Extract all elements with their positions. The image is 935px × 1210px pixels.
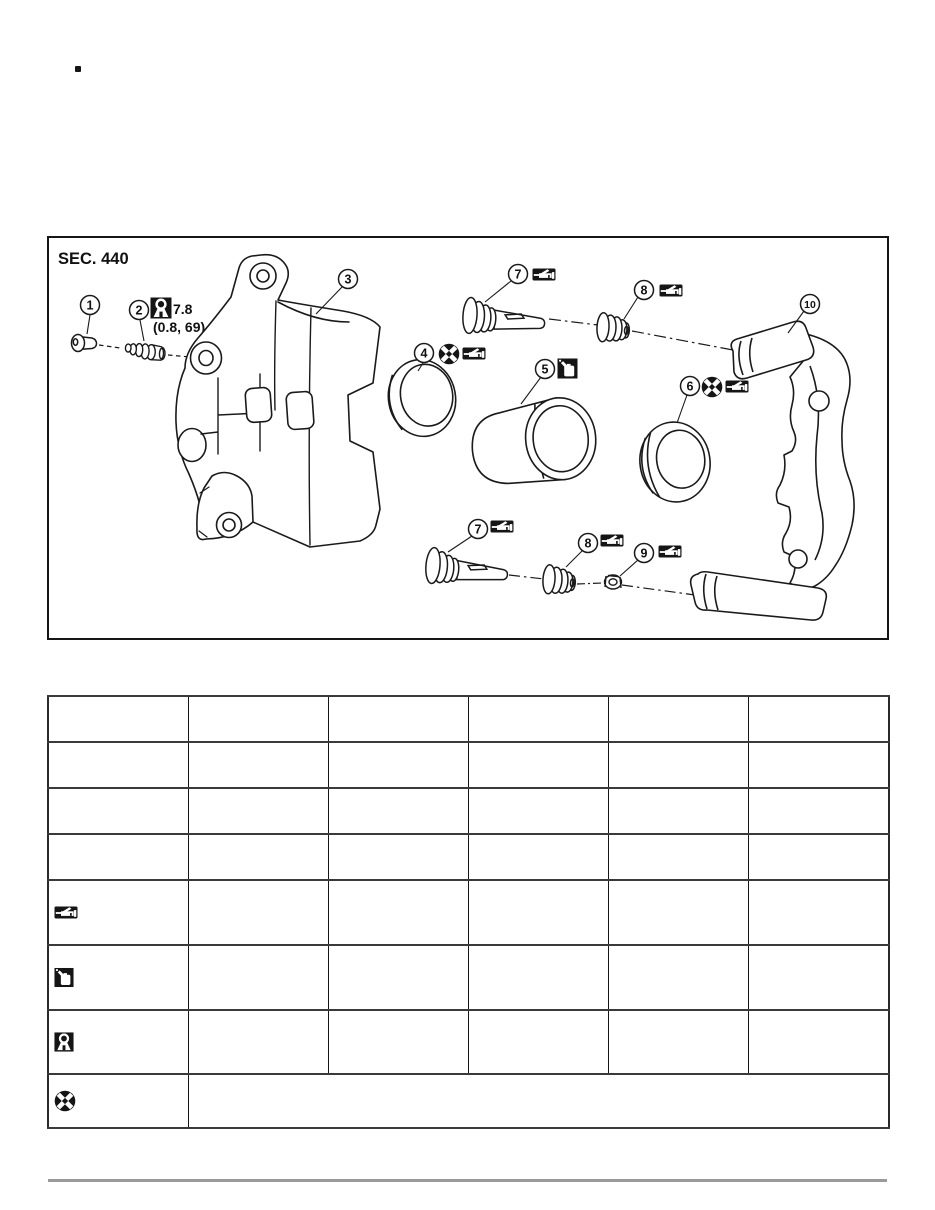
callout-7-bottom (469, 520, 488, 539)
table-row (48, 834, 889, 880)
callout-3 (339, 270, 358, 289)
table-cell (188, 696, 328, 742)
grease-icon (533, 269, 556, 281)
svg-text:6: 6 (686, 379, 694, 394)
table-row-torque-legend (48, 1010, 889, 1074)
table-cell (748, 696, 889, 742)
table-cell (328, 945, 468, 1010)
table-row-brake-fluid-legend (48, 945, 889, 1010)
bleeder-cap-part (72, 335, 97, 352)
table-cell (188, 1010, 328, 1074)
callout-7-top (509, 265, 528, 284)
legend-table (47, 695, 890, 1129)
table-row (48, 696, 889, 742)
table-row (48, 788, 889, 834)
table-cell (748, 1010, 889, 1074)
torque-wrench-icon (151, 298, 172, 319)
do-not-reuse-icon (54, 1090, 76, 1112)
table-cell (748, 788, 889, 834)
torque-alt-units: (0.8, 69) (153, 319, 206, 335)
table-cell (188, 880, 328, 945)
table-cell (48, 788, 188, 834)
svg-text:8: 8 (640, 283, 648, 298)
table-cell (468, 788, 608, 834)
bleeder-valve-part (125, 343, 166, 361)
table-cell (48, 945, 188, 1010)
table-cell (48, 1074, 188, 1128)
grease-icon (660, 285, 683, 297)
table-cell (748, 834, 889, 880)
svg-text:5: 5 (541, 362, 549, 377)
table-row-grease-legend (48, 880, 889, 945)
section-label: SEC. 440 (58, 250, 129, 268)
grease-icon (659, 546, 682, 558)
grease-icon (463, 348, 486, 360)
callout-9 (635, 544, 654, 563)
grease-icon (491, 521, 514, 533)
table-cell (188, 742, 328, 788)
table-cell-merged (188, 1074, 889, 1128)
footer-rule (48, 1179, 887, 1182)
table-cell (608, 834, 748, 880)
table-row (48, 742, 889, 788)
sliding-pin-bottom-part (424, 547, 509, 590)
piston-part (468, 394, 600, 489)
torque-member-part (691, 321, 854, 620)
grease-icon (54, 906, 78, 919)
pin-bushing-part (605, 575, 622, 589)
callout-8-top (635, 281, 654, 300)
table-cell (188, 788, 328, 834)
table-cell (48, 1010, 188, 1074)
callout-1 (81, 296, 100, 315)
table-cell (328, 788, 468, 834)
exploded-diagram-panel (47, 236, 889, 640)
torque-value: 7.8 (173, 301, 193, 317)
table-cell (608, 880, 748, 945)
svg-text:10: 10 (804, 299, 816, 311)
piston-seal-part (382, 354, 461, 441)
callout-4 (415, 344, 434, 363)
brake-fluid-icon (54, 967, 74, 988)
table-cell (188, 945, 328, 1010)
table-cell (748, 742, 889, 788)
callout-10 (801, 295, 820, 314)
table-cell (468, 742, 608, 788)
table-cell (608, 696, 748, 742)
table-cell (328, 880, 468, 945)
svg-text:1: 1 (86, 298, 94, 313)
svg-text:7: 7 (514, 267, 522, 282)
table-cell (608, 788, 748, 834)
table-cell (608, 742, 748, 788)
table-cell (48, 880, 188, 945)
sliding-pin-top-part (462, 297, 546, 339)
svg-text:9: 9 (640, 546, 648, 561)
table-cell (748, 880, 889, 945)
table-row-do-not-reuse-legend (48, 1074, 889, 1128)
table-cell (48, 834, 188, 880)
table-cell (328, 742, 468, 788)
svg-text:3: 3 (344, 272, 352, 287)
caliper-body-part (176, 255, 380, 547)
table-cell (48, 696, 188, 742)
pin-boot-bottom-part (542, 564, 576, 595)
svg-text:4: 4 (420, 346, 428, 361)
callout-8-bottom (579, 534, 598, 553)
table-cell (468, 880, 608, 945)
table-cell (608, 1010, 748, 1074)
callout-5 (536, 360, 555, 379)
svg-text:2: 2 (135, 303, 143, 318)
table-cell (468, 834, 608, 880)
table-cell (608, 945, 748, 1010)
do-not-reuse-icon (702, 377, 723, 398)
brake-fluid-icon (558, 359, 578, 379)
table-cell (748, 945, 889, 1010)
table-cell (328, 1010, 468, 1074)
table-cell (328, 696, 468, 742)
table-cell (468, 945, 608, 1010)
table-cell (188, 834, 328, 880)
piston-boot-part (635, 418, 715, 507)
table-cell (48, 742, 188, 788)
svg-text:7: 7 (474, 522, 482, 537)
callout-6 (681, 377, 700, 396)
grease-icon (601, 535, 624, 547)
svg-text:8: 8 (584, 536, 592, 551)
do-not-reuse-icon (439, 344, 460, 365)
table-cell (468, 1010, 608, 1074)
exploded-diagram-svg (49, 238, 887, 638)
torque-wrench-icon (54, 1031, 74, 1053)
callout-2 (130, 301, 149, 320)
grease-icon (726, 381, 749, 393)
table-cell (468, 696, 608, 742)
table-cell (328, 834, 468, 880)
bullet-icon (75, 66, 81, 72)
